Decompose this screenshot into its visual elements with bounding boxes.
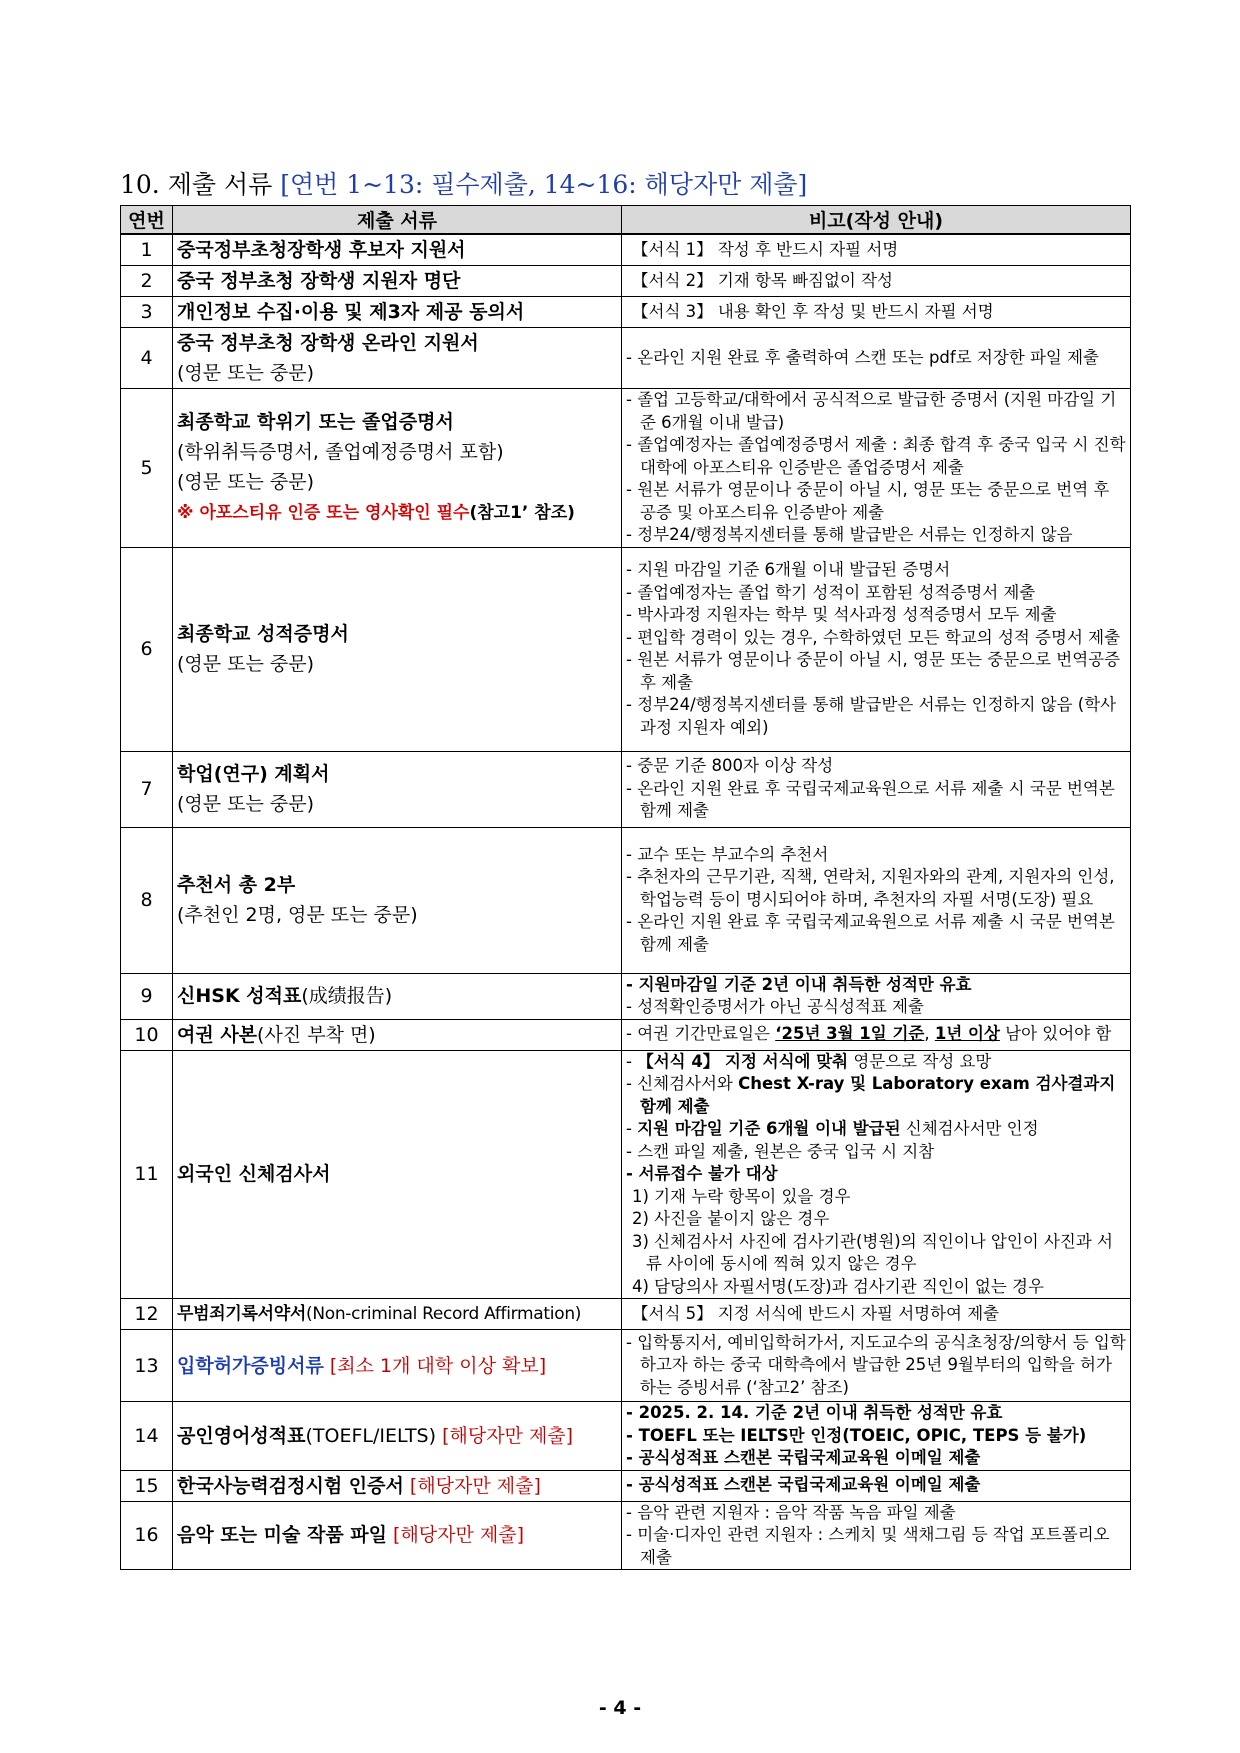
table-row xyxy=(121,827,1131,973)
document-notes xyxy=(622,1019,1131,1050)
note-line: 【서식 5】 지정 서식에 반드시 자필 서명하여 제출 xyxy=(632,1303,1000,1323)
document-title: 한국사능력검정시험 인증서 xyxy=(177,1474,404,1497)
passport-note-pre: 여권 기간만료일은 xyxy=(637,1024,776,1044)
document-name xyxy=(173,1299,622,1330)
row-number: 13 xyxy=(121,1330,173,1402)
document-name xyxy=(173,751,622,827)
note-line: - 성적확인증명서가 아닌 공식성적표 제출 xyxy=(626,996,1126,1019)
note-line: - 온라인 지원 완료 후 국립국제교육원으로 서류 제출 시 국문 번역본 함께 제출 xyxy=(626,778,1126,823)
note-line: - 중문 기준 800자 이상 작성 xyxy=(626,755,1126,778)
document-subtitle: (추천인 2명, 영문 또는 중문) xyxy=(177,904,418,926)
documents-table xyxy=(120,205,1131,1570)
row-number: 16 xyxy=(121,1501,173,1570)
col-header-document: 제출 서류 xyxy=(173,206,622,235)
note-line: - 공식성적표 스캔본 국립국제교육원 이메일 제출 xyxy=(626,1447,1126,1470)
table-row xyxy=(121,1050,1131,1299)
note-line: - 온라인 지원 완료 후 국립국제교육원으로 서류 제출 시 국문 번역본 함께 제출 xyxy=(626,911,1126,956)
note-line xyxy=(626,1023,1126,1046)
passport-note-sep: , xyxy=(924,1024,935,1044)
note-line: - 졸업예정자는 졸업예정증명서 제출 : 최종 합격 후 중국 입국 시 진학대학에 아포스티유 인증받은 졸업증명서 제출 xyxy=(626,434,1126,479)
note-line: - 지원 마감일 기준 6개월 이내 발급된 증명서 xyxy=(626,559,1126,582)
document-subtitle: (영문 또는 중문) xyxy=(177,653,315,675)
note-text: 신체검사서만 인정 xyxy=(900,1119,1039,1138)
col-header-notes: 비고(작성 안내) xyxy=(622,206,1131,235)
table-row xyxy=(121,328,1131,389)
document-notes xyxy=(622,389,1131,548)
document-title: 입학허가증빙서류 xyxy=(177,1354,324,1377)
passport-note-post: 남아 있어야 함 xyxy=(999,1024,1112,1044)
requirement-tag: [최소 1개 대학 이상 확보] xyxy=(323,1354,547,1377)
page-number: - 4 - xyxy=(598,1697,642,1719)
passport-note-duration: 1년 이상 xyxy=(934,1024,1000,1044)
row-number: 7 xyxy=(121,751,173,827)
table-row xyxy=(121,547,1131,751)
row-number: 4 xyxy=(121,328,173,389)
document-notes xyxy=(622,1501,1131,1570)
document-name xyxy=(173,1470,622,1501)
document-title: 중국 정부초청 장학생 지원자 명단 xyxy=(177,270,461,292)
note-line xyxy=(626,1073,1126,1118)
row-number: 3 xyxy=(121,297,173,328)
note-line: - 공식성적표 스캔본 국립국제교육원 이메일 제출 xyxy=(626,1474,1126,1497)
row-number: 15 xyxy=(121,1470,173,1501)
note-bold: 【서식 4】 지정 서식에 맞춰 xyxy=(637,1051,849,1071)
document-notes xyxy=(622,973,1131,1019)
note-text: 영문으로 작성 요망 xyxy=(848,1051,992,1071)
reference-note: (참고1’ 참조) xyxy=(469,503,575,524)
document-notes xyxy=(622,1402,1131,1471)
document-title: 여권 사본 xyxy=(177,1023,258,1046)
document-title: 중국 정부초청 장학생 온라인 지원서 xyxy=(177,332,479,354)
document-title: 최종학교 학위기 또는 졸업증명서 xyxy=(177,411,454,434)
table-row xyxy=(121,389,1131,548)
document-subtitle: (영문 또는 중문) xyxy=(177,362,315,384)
note-line: - 정부24/행정복지센터를 통해 발급받은 서류는 인정하지 않음 (학사과정 지원자 예외) xyxy=(626,694,1126,739)
document-name xyxy=(173,234,622,266)
document-name xyxy=(173,1050,622,1299)
document-notes xyxy=(622,328,1131,389)
document-name xyxy=(173,1330,622,1402)
document-notes xyxy=(622,234,1131,266)
document-title: 학업(연구) 계획서 xyxy=(177,763,330,785)
document-title: 음악 또는 미술 작품 파일 xyxy=(177,1524,387,1547)
document-name xyxy=(173,547,622,751)
requirement-tag: [해당자만 제출] xyxy=(436,1424,574,1447)
note-line: 【서식 1】 작성 후 반드시 자필 서명 xyxy=(632,239,899,259)
note-text: 신체검사서와 xyxy=(637,1074,739,1093)
document-title: 신HSK 성적표 xyxy=(177,985,302,1007)
table-row xyxy=(121,1470,1131,1501)
note-bold: Chest X-ray 및 Laboratory exam 검사결과지 함께 제출 xyxy=(640,1074,1116,1116)
document-title: 개인정보 수집·이용 및 제3자 제공 동의서 xyxy=(177,301,525,323)
document-subtitle: (成绩报告) xyxy=(301,985,393,1007)
row-number: 2 xyxy=(121,266,173,297)
document-title: 최종학교 성적증명서 xyxy=(177,623,349,645)
document-notes xyxy=(622,547,1131,751)
table-row xyxy=(121,1299,1131,1330)
note-line: - 2025. 2. 14. 기준 2년 이내 취득한 성적만 유효 xyxy=(626,1402,1126,1425)
row-number: 11 xyxy=(121,1050,173,1299)
note-line: - 온라인 지원 완료 후 출력하여 스캔 또는 pdf로 저장한 파일 제출 xyxy=(626,347,1126,370)
note-line: - 스캔 파일 제출, 원본은 중국 입국 시 지참 xyxy=(626,1141,1126,1164)
document-notes xyxy=(622,1470,1131,1501)
document-name xyxy=(173,328,622,389)
table-header-row xyxy=(121,206,1131,235)
row-number: 10 xyxy=(121,1019,173,1050)
passport-note-date: ‘25년 3월 1일 기준 xyxy=(775,1024,925,1044)
row-number: 9 xyxy=(121,973,173,1019)
table-row xyxy=(121,1330,1131,1402)
document-name xyxy=(173,266,622,297)
row-number: 8 xyxy=(121,827,173,973)
requirement-tag: [해당자만 제출] xyxy=(403,1474,541,1497)
note-line xyxy=(626,1051,1126,1074)
document-name xyxy=(173,1019,622,1050)
note-line: 【서식 3】 내용 확인 후 작성 및 반드시 자필 서명 xyxy=(632,301,994,321)
document-subtitle: (영문 또는 중문) xyxy=(177,793,315,815)
document-subtitle: (사진 부착 면) xyxy=(257,1023,376,1046)
table-row xyxy=(121,266,1131,297)
document-notes xyxy=(622,297,1131,328)
note-line: - 정부24/행정복지센터를 통해 발급받은 서류는 인정하지 않음 xyxy=(626,524,1126,547)
note-line: - 원본 서류가 영문이나 중문이 아닐 시, 영문 또는 중문으로 번역공증 후 제출 xyxy=(626,649,1126,694)
document-notes xyxy=(622,266,1131,297)
document-subtitle: (TOEFL/IELTS) xyxy=(305,1424,437,1447)
row-number: 5 xyxy=(121,389,173,548)
note-bold: 지원 마감일 기준 6개월 이내 발급된 xyxy=(637,1119,901,1138)
row-number: 12 xyxy=(121,1299,173,1330)
table-row xyxy=(121,973,1131,1019)
section-title-highlight: [연번 1~13: 필수제출, 14~16: 해당자만 제출] xyxy=(280,170,808,199)
note-subitem: 3) 신체검사서 사진에 검사기관(병원)의 직인이나 압인이 사진과 서류 사이에 동시에 찍혀 있지 않은 경우 xyxy=(632,1231,1113,1273)
document-name xyxy=(173,1402,622,1471)
row-number: 1 xyxy=(121,234,173,266)
document-name xyxy=(173,389,622,548)
document-title: 공인영어성적표 xyxy=(177,1424,306,1447)
row-number: 6 xyxy=(121,547,173,751)
document-title: 외국인 신체검사서 xyxy=(177,1163,331,1186)
document-name xyxy=(173,827,622,973)
document-title: 중국정부초청장학생 후보자 지원서 xyxy=(177,239,466,261)
note-subitem: 1) 기재 누락 항목이 있을 경우 xyxy=(632,1186,851,1206)
apostille-warning: ※ 아포스티유 인증 또는 영사확인 필수 xyxy=(177,503,470,524)
table-row xyxy=(121,1402,1131,1471)
document-name xyxy=(173,297,622,328)
note-subitem: 2) 사진을 붙이지 않은 경우 xyxy=(632,1209,830,1228)
document-title: 추천서 총 2부 xyxy=(177,874,296,896)
table-row xyxy=(121,234,1131,266)
document-notes xyxy=(622,827,1131,973)
document-title: 무범죄기록서약서 xyxy=(177,1304,306,1324)
document-subtitle: (Non-criminal Record Affirmation) xyxy=(305,1304,582,1324)
document-subtitle: (영문 또는 중문) xyxy=(177,471,315,494)
note-line: - 입학통지서, 예비입학허가서, 지도교수의 공식초청장/의향서 등 입학하고자 하는 중국 대학측에서 발급한 25년 9월부터의 입학을 허가하는 증빙서류 (‘참고2’ 참조) xyxy=(626,1332,1126,1400)
requirement-tag: [해당자만 제출] xyxy=(387,1524,525,1547)
note-line: - 미술·디자인 관련 지원자 : 스케치 및 색채그림 등 작업 포트폴리오 제출 xyxy=(626,1524,1126,1569)
table-row xyxy=(121,297,1131,328)
section-title xyxy=(120,165,807,201)
document-name xyxy=(173,973,622,1019)
table-row xyxy=(121,1501,1131,1570)
document-notes xyxy=(622,1299,1131,1330)
note-line: - 박사과정 지원자는 학부 및 석사과정 성적증명서 모두 제출 xyxy=(626,604,1126,627)
note-line: - 음악 관련 지원자 : 음악 작품 녹음 파일 제출 xyxy=(626,1502,1126,1525)
note-line: - 편입학 경력이 있는 경우, 수학하였던 모든 학교의 성적 증명서 제출 xyxy=(626,627,1126,650)
note-line xyxy=(626,1118,1126,1141)
note-line: - 추천자의 근무기관, 직책, 연락처, 지원자와의 관계, 지원자의 인성, 학업능력 등이 명시되어야 하며, 추천자의 자필 서명(도장) 필요 xyxy=(626,866,1126,911)
note-line: - 졸업 고등학교/대학에서 공식적으로 발급한 증명서 (지원 마감일 기준 6개월 이내 발급) xyxy=(626,389,1126,434)
table-row xyxy=(121,751,1131,827)
table-row xyxy=(121,1019,1131,1050)
document-notes xyxy=(622,751,1131,827)
row-number: 14 xyxy=(121,1402,173,1471)
note-line: - TOEFL 또는 IELTS만 인정(TOEIC, OPIC, TEPS 등 불가) xyxy=(626,1425,1126,1448)
section-title-prefix: 10. 제출 서류 xyxy=(120,170,281,199)
note-line: 【서식 2】 기재 항목 빠짐없이 작성 xyxy=(632,270,893,290)
document-notes xyxy=(622,1050,1131,1299)
note-line: - 지원마감일 기준 2년 이내 취득한 성적만 유효 xyxy=(626,974,1126,997)
col-header-no: 연번 xyxy=(121,206,173,235)
note-line: - 원본 서류가 영문이나 중문이 아닐 시, 영문 또는 중문으로 번역 후 공증 및 아포스티유 인증받아 제출 xyxy=(626,479,1126,524)
note-line: - 서류접수 불가 대상 xyxy=(626,1163,1126,1186)
document-name xyxy=(173,1501,622,1570)
note-line: - 교수 또는 부교수의 추천서 xyxy=(626,844,1126,867)
document-notes xyxy=(622,1330,1131,1402)
note-line: - 졸업예정자는 졸업 학기 성적이 포함된 성적증명서 제출 xyxy=(626,582,1126,605)
note-subitem: 4) 담당의사 자필서명(도장)과 검사기관 직인이 없는 경우 xyxy=(632,1276,1044,1296)
document-subtitle: (학위취득증명서, 졸업예정증명서 포함) xyxy=(177,441,504,464)
